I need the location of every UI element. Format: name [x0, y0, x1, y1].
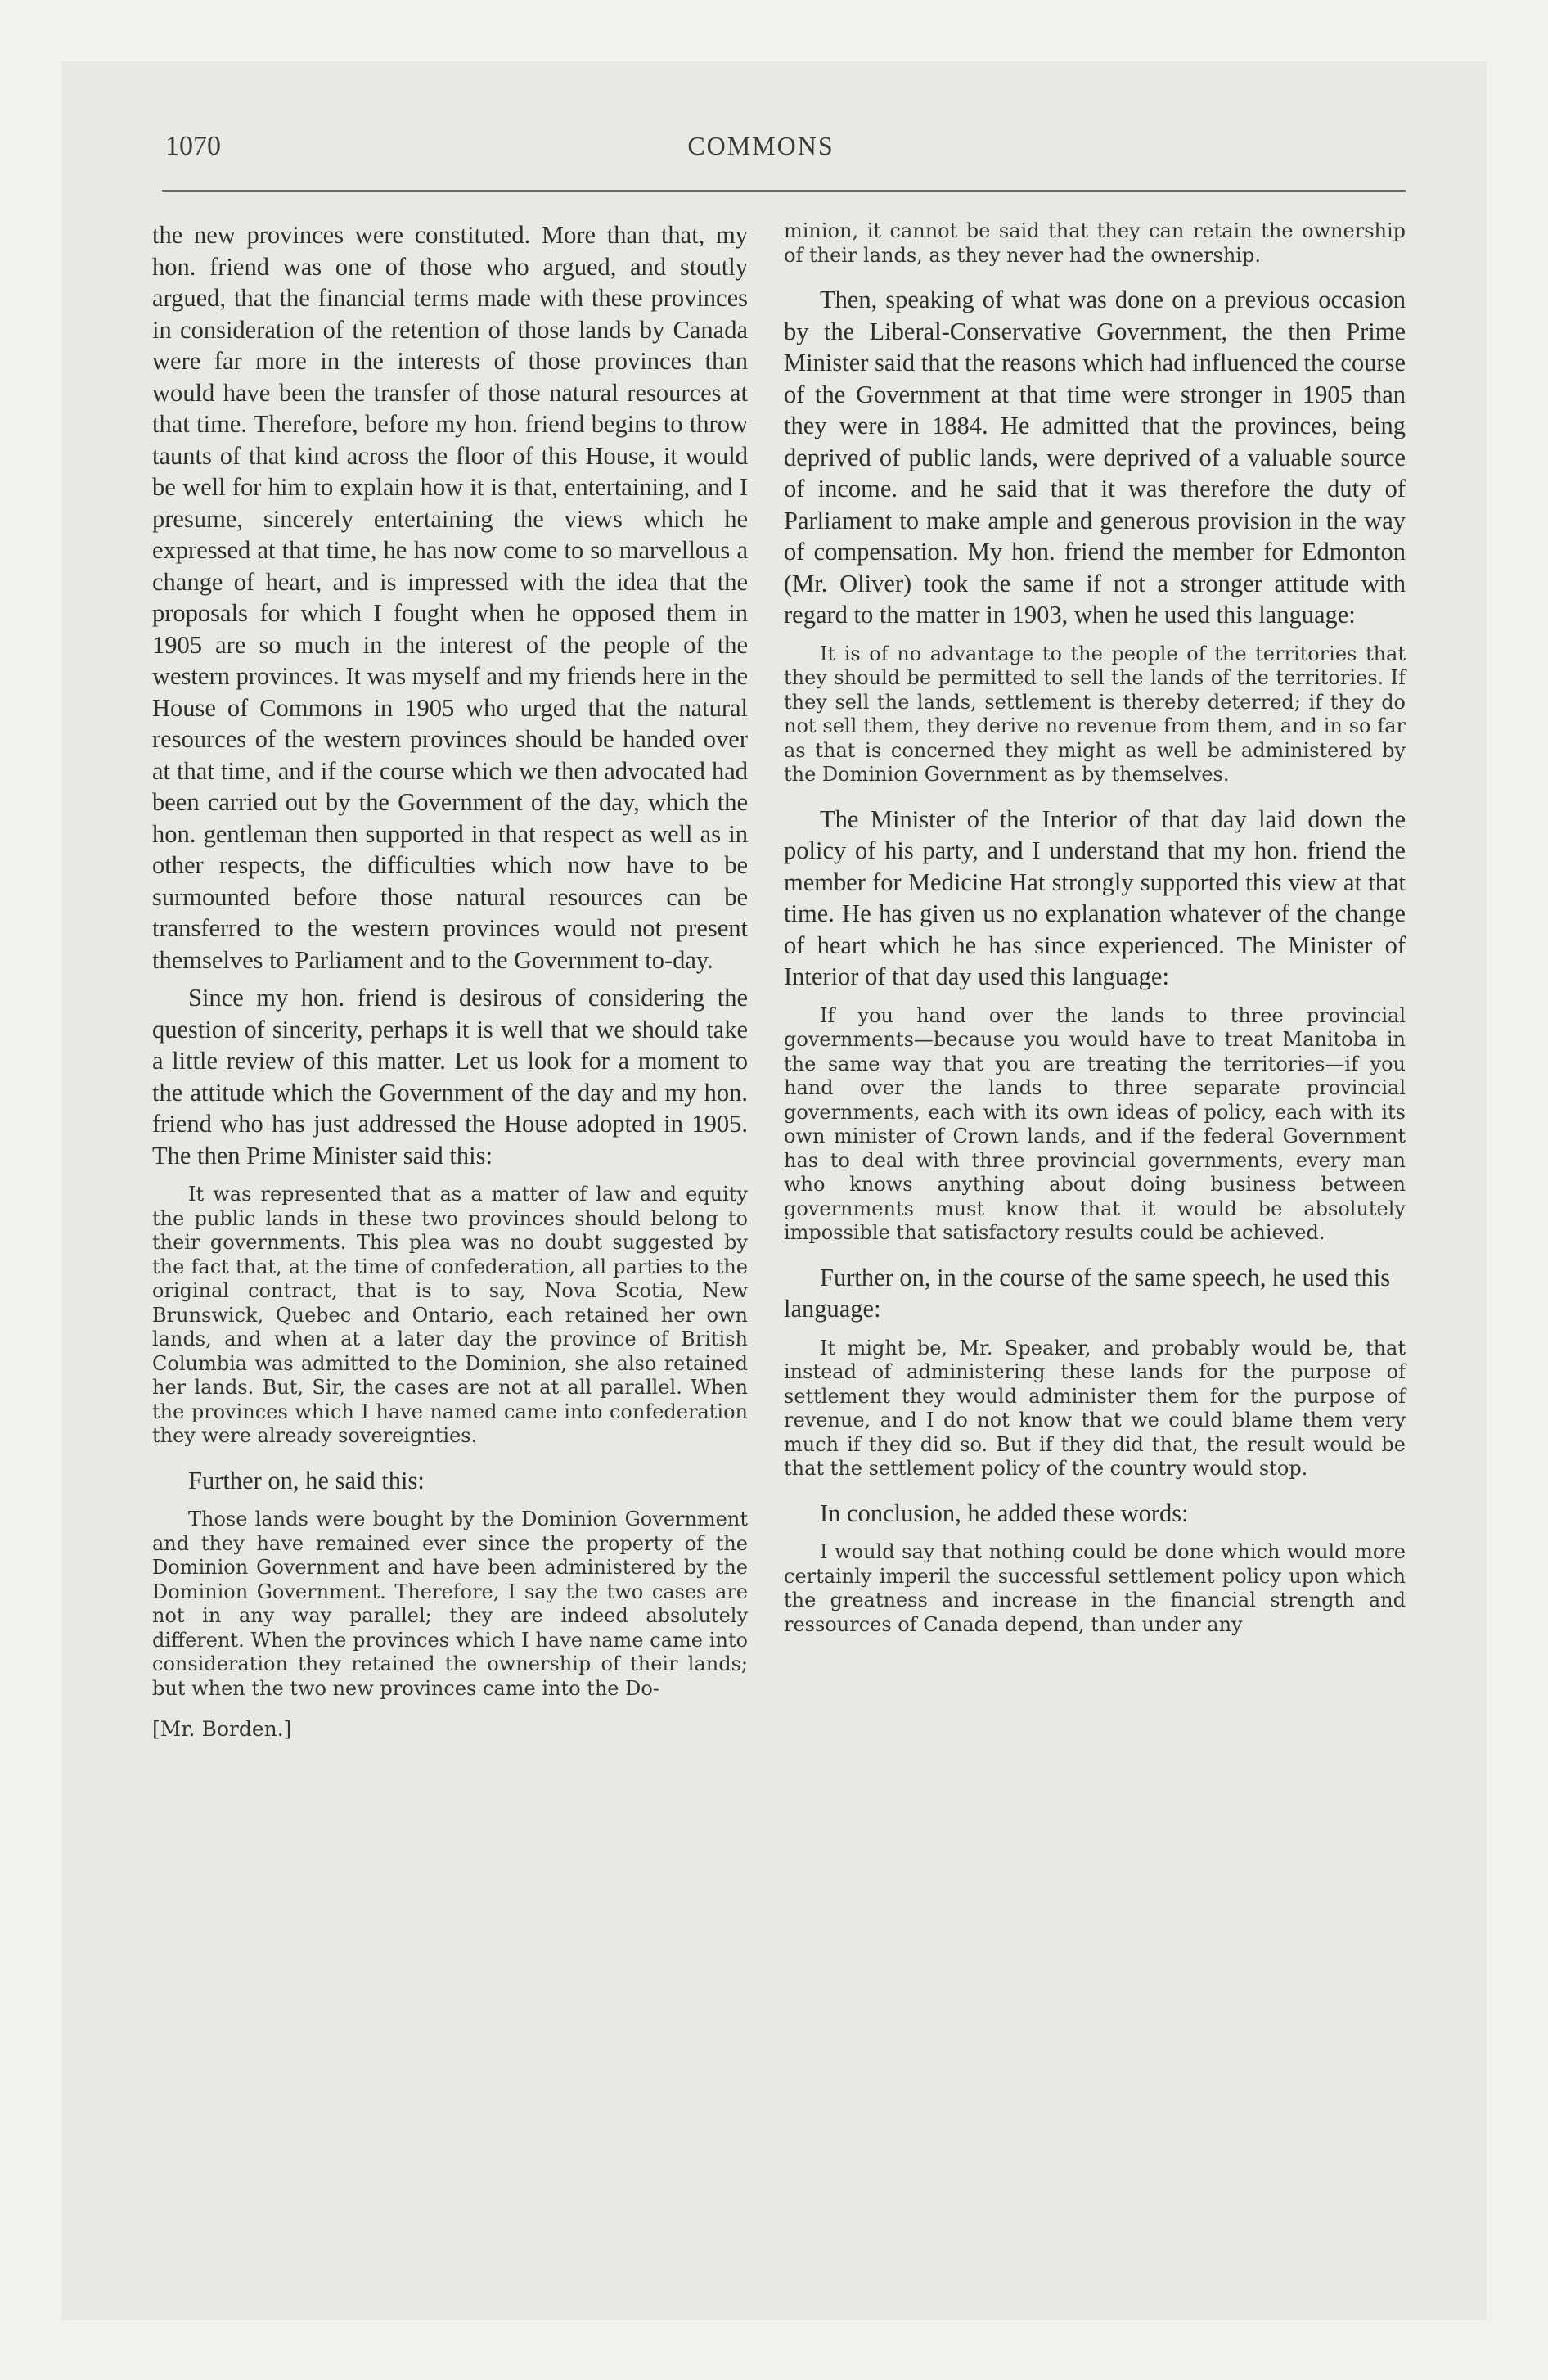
block-quote-continued: minion, it cannot be said that they can retain the ownership of their lands, as they never had the ownership.: [784, 219, 1406, 267]
right-column: [784, 219, 1406, 1653]
quote-intro: Further on, in the course of the same speech, he used this language:: [784, 1263, 1391, 1323]
paragraph: the new provinces were constituted. More than that, my hon. friend was one of those who argued, and stoutly argued, that the financial terms made with these provinces in consideration of the retention of those lands by Canada were far more in the interests of those provinces than would have been the transfer of those natural resources at that time. Therefore, before my hon. friend begins to throw taunts of that kind across the floor of this House, it would be well for him to explain how it is that, entertaining, and I presume, sincerely entertaining the views which he expressed at that time, he has now come to so marvellous a change of heart, and is impressed with the idea that the proposals for which I fought when he opposed them in 1905 are so much in the interest of the people of the western provinces. It was myself and my friends here in the House of Commons in 1905 who urged that the natural resources of the western provinces should be handed over at that time, and if the course which we then advocated had been carried out by the Government of the day, which the hon. gentleman then supported in that respect as well as in other respects, the difficulties which now have to be surmounted before those natural resources can be transferred to the western provinces would not present themselves to Parliament and to the Government to-day.: [152, 221, 748, 974]
paragraph: Since my hon. friend is desirous of considering the question of sincerity, perhaps it is well that we should take a little review of this matter. Let us look for a moment to the attitude which the Government of the day and my hon. friend who has just addressed the House adopted in 1905. The then Prime Minister said this:: [152, 984, 748, 1170]
running-head: COMMONS: [687, 131, 835, 160]
page-header: [106, 131, 1415, 180]
block-quote: It was represented that as a matter of law and equity the public lands in these two provinces should belong to their governments. This plea was no doubt suggested by the fact that, at the time of confederation, all parties to the original contract, that is to say, Nova Scotia, New Brunswick, Quebec and Ontario, each retained her own lands, and when at a later day the province of British Columbia was admitted to the Dominion, she also retained her lands. But, Sir, the cases are not at all parallel. When the provinces which I have named came into confederation they were already sovereignties.: [152, 1183, 748, 1447]
page-number: 1070: [165, 131, 221, 161]
paragraph: Then, speaking of what was done on a previous occasion by the Liberal-Conservative Government, the then Prime Minister said that the reasons which had influenced the course of the Government at that time were stronger in 1905 than they were in 1884. He admitted that the provinces, being deprived of public lands, were deprived of a valuable source of income. and he said that it was therefore the duty of Parliament to make ample and generous provision in the way of compensation. My hon. friend the member for Edmonton (Mr. Oliver) took the same if not a stronger attitude with regard to the matter in 1903, when he used this language:: [784, 286, 1406, 629]
block-quote: Those lands were bought by the Dominion Government and they have remained ever since the property of the Dominion Government and have been administered by the Dominion Government. Therefore, I say the two cases are not in any way parallel; they are indeed absolutely different. When the provinces which I have name came into consideration they retained the ownership of their lands; but when the two new provinces came into the Do-: [152, 1508, 748, 1700]
block-quote: It might be, Mr. Speaker, and probably would be, that instead of administering these lands for the purpose of settlement they would administer them for the purpose of revenue, and I do not know that we could blame them very much if they did so. But if they did that, the result would be that the settlement policy of the country would stop.: [784, 1336, 1406, 1480]
header-rule: [162, 190, 1406, 192]
block-quote: It is of no advantage to the people of the territories that they should be permitted to sell the lands of the territories. If they sell the lands, settlement is thereby deterred; if they do not sell them, they derive no revenue from them, and in so far as that is concerned they might as well be administered by the Dominion Government as by themselves.: [784, 642, 1406, 786]
block-quote: If you hand over the lands to three provincial governments—because you would have to treat Manitoba in the same way that you are treating the territories—if you hand over the lands to three separate provincial governments, each with its own ideas of policy, each with its own minister of Crown lands, and if the federal Government has to deal with three provincial governments, every man who knows anything about doing business between governments must know that it would be absolutely impossible that satisfactory results could be achieved.: [784, 1003, 1406, 1244]
block-quote: I would say that nothing could be done which would more certainly imperil the successful settlement policy upon which the greatness and increase in the financial strength and ressources of Canada depend, than under any: [784, 1540, 1406, 1636]
left-column: [152, 219, 748, 1741]
quote-intro: In conclusion, he added these words:: [820, 1499, 1189, 1527]
speaker-attribution: [Mr. Borden.]: [152, 1717, 292, 1741]
quote-intro: Further on, he said this:: [188, 1466, 425, 1494]
paragraph: The Minister of the Interior of that day laid down the policy of his party, and I understand that my hon. friend the member for Medicine Hat strongly supported this view at that time. He has given us no explanation whatever of the change of heart which he has since experienced. The Minister of Interior of that day used this language:: [784, 805, 1406, 990]
